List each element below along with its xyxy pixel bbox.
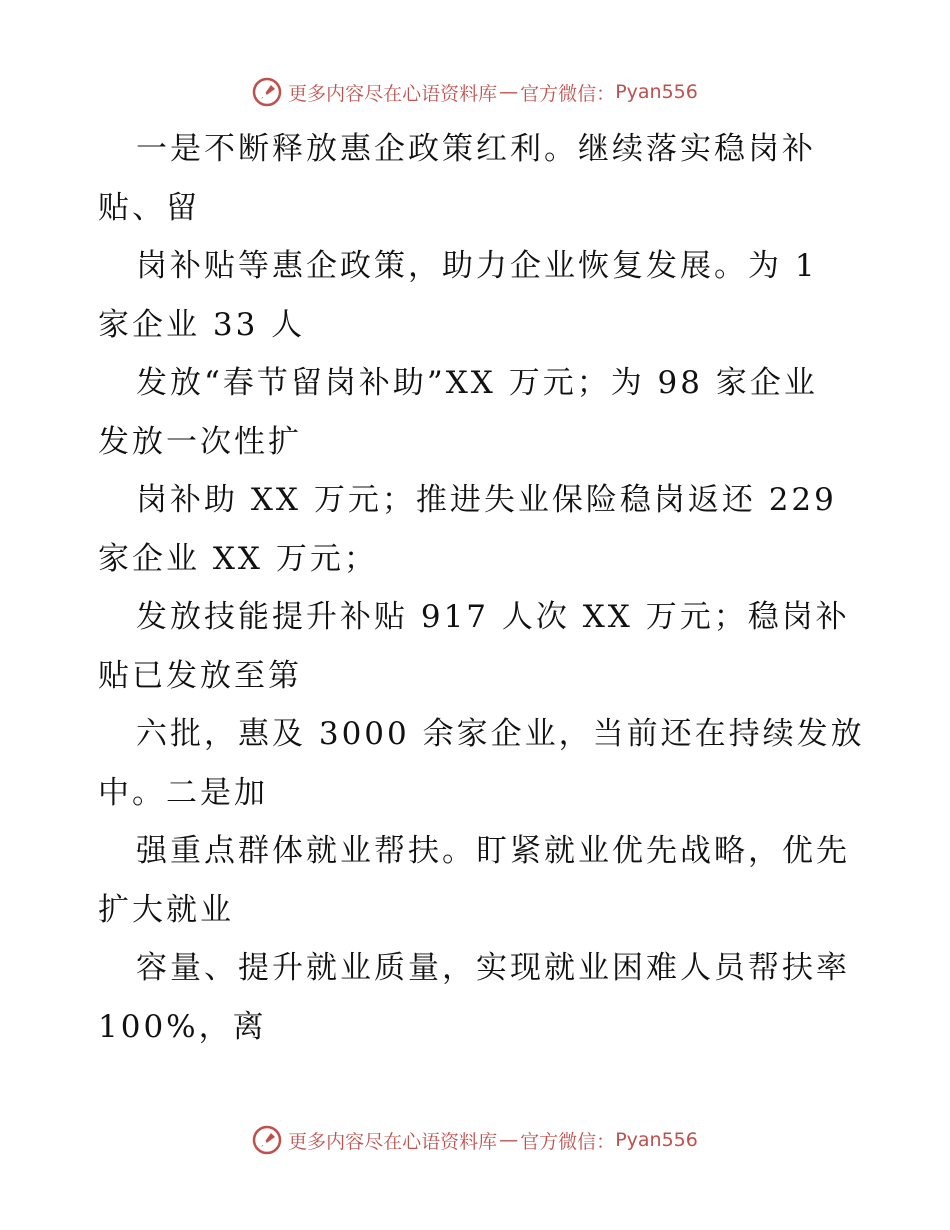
body-line: 六批，惠及 3000 余家企业，当前还在持续发放 xyxy=(136,716,865,752)
header-banner xyxy=(0,72,950,112)
body-line: 家企业 XX 万元； xyxy=(98,540,378,577)
body-line: 发放“春节留岗补助”XX 万元；为 98 家企业 xyxy=(136,365,818,401)
footer-banner xyxy=(0,1120,950,1160)
document-body xyxy=(98,120,865,1056)
body-line: 100%，离 xyxy=(98,1008,267,1045)
body-line: 岗补贴等惠企政策，助力企业恢复发展。为 1 xyxy=(136,248,818,284)
body-line: 贴、留 xyxy=(98,189,200,226)
header-separator: — xyxy=(499,81,519,103)
footer-text: 更多内容尽在心语资料库 xyxy=(288,1130,498,1153)
header-wechat-id: Pyan556 xyxy=(615,81,698,103)
footer-wechat-label: 官方微信： xyxy=(520,1130,616,1153)
pen-nib-logo-icon xyxy=(252,77,282,107)
body-line: 发放技能提升补贴 917 人次 XX 万元；稳岗补 xyxy=(136,599,850,635)
body-line: 家企业 33 人 xyxy=(98,306,306,343)
header-wechat-label: 官方微信： xyxy=(520,82,616,105)
footer-wechat-id: Pyan556 xyxy=(615,1129,698,1151)
body-line: 中。二是加 xyxy=(98,774,268,811)
body-line: 岗补助 XX 万元；推进失业保险稳岗返还 229 xyxy=(136,482,837,518)
body-line: 发放一次性扩 xyxy=(98,423,302,460)
body-line: 强重点群体就业帮扶。盯紧就业优先战略，优先 xyxy=(136,833,850,869)
body-line: 一是不断释放惠企政策红利。继续落实稳岗补 xyxy=(136,131,816,167)
header-text: 更多内容尽在心语资料库 xyxy=(288,82,498,105)
body-line: 贴已发放至第 xyxy=(98,657,302,694)
footer-separator: — xyxy=(499,1129,519,1151)
body-line: 扩大就业 xyxy=(98,891,234,928)
body-line: 容量、提升就业质量，实现就业困难人员帮扶率 xyxy=(136,950,850,986)
pen-nib-logo-icon xyxy=(252,1125,282,1155)
